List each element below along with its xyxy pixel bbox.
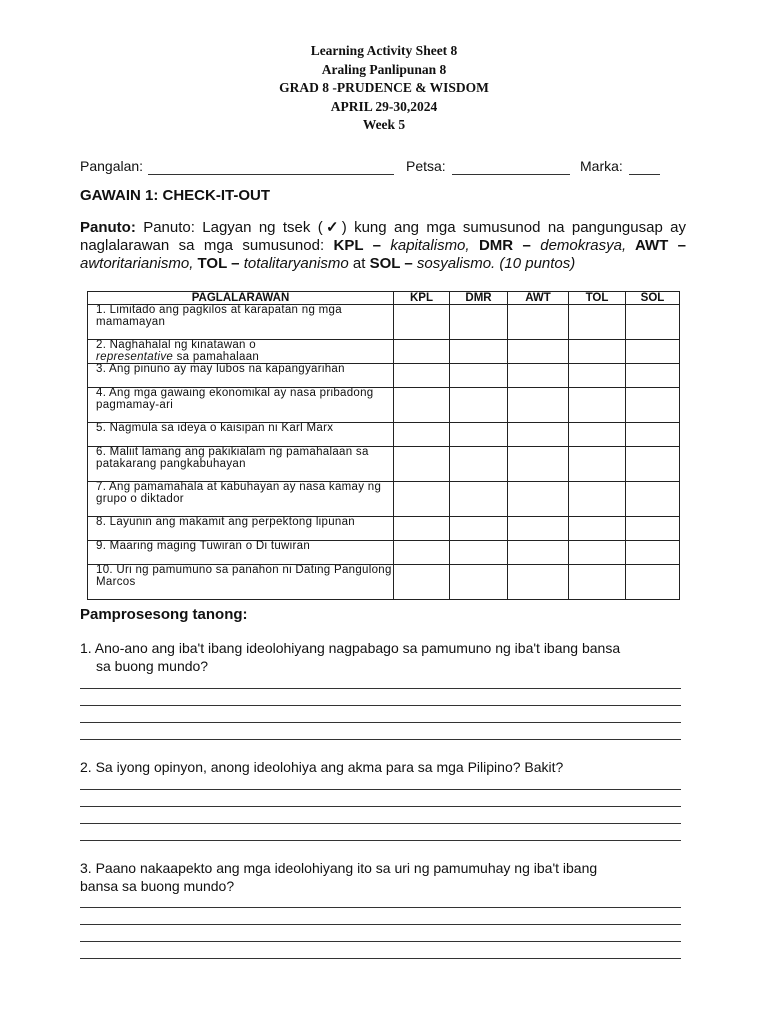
question-1 <box>80 639 684 675</box>
answer-line[interactable] <box>80 806 681 807</box>
instructions <box>80 219 686 273</box>
row-description: 7. Ang pamamahala at kabuhayan ay nasa kamay ng grupo o diktador <box>88 482 394 517</box>
check-cell-tol[interactable] <box>569 541 626 565</box>
question-1-text: 1. Ano-ano ang iba't ibang ideolohiyang nagpabago sa pamumuno ng iba't ibang bansa <box>80 640 621 656</box>
answer-line[interactable] <box>80 739 681 740</box>
table-row <box>88 340 680 364</box>
check-cell-kpl[interactable] <box>394 565 450 600</box>
instructions-text-2: ) kung ang mga sumusunod na pangungusap ay naglalarawan sa mga sumusunod: <box>80 219 687 254</box>
header-subject: Araling Panlipunan 8 <box>321 61 447 77</box>
score-label: Marka: <box>580 158 623 174</box>
answer-line[interactable] <box>80 789 681 790</box>
check-cell-sol[interactable] <box>626 340 680 364</box>
check-mark-icon: ✓ <box>322 219 342 236</box>
col-header-tol: TOL <box>569 292 626 305</box>
check-cell-tol[interactable] <box>569 447 626 482</box>
tol-abbr: TOL <box>193 255 227 272</box>
question-3 <box>80 859 684 895</box>
dash: – <box>513 237 541 254</box>
check-cell-dmr[interactable] <box>450 517 508 541</box>
table-row <box>88 541 680 565</box>
check-cell-awt[interactable] <box>508 447 569 482</box>
name-field[interactable] <box>148 174 394 175</box>
answer-line[interactable] <box>80 924 681 925</box>
question-1-text-cont: sa buong mundo? <box>96 658 209 674</box>
check-cell-awt[interactable] <box>508 423 569 447</box>
question-2 <box>80 758 684 776</box>
kpl-def: kapitalismo, <box>390 237 470 254</box>
question-3-text-cont: bansa sa buong mundo? <box>80 878 235 894</box>
check-cell-awt[interactable] <box>508 482 569 517</box>
conjunction: at <box>348 255 370 272</box>
check-cell-kpl[interactable] <box>394 364 450 388</box>
score-field[interactable] <box>629 174 660 175</box>
row-description: 9. Maaring maging Tuwiran o Di tuwiran <box>88 541 394 565</box>
ideology-check-table <box>87 291 680 600</box>
check-cell-sol[interactable] <box>626 388 680 423</box>
check-cell-kpl[interactable] <box>394 541 450 565</box>
col-header-description: PAGLALARAWAN <box>88 292 394 305</box>
row-description-text: 2. Naghahalal ng kinatawan o <box>96 339 256 351</box>
check-cell-sol[interactable] <box>626 517 680 541</box>
table-row <box>88 447 680 482</box>
row-description-italic: representative <box>96 350 174 363</box>
row-description <box>88 340 394 364</box>
dash: – <box>668 237 687 254</box>
row-description: 10. Uri ng pamumuno sa panahon ni Dating Pangulong Marcos <box>88 565 394 600</box>
check-cell-dmr[interactable] <box>450 423 508 447</box>
table-header-row <box>88 292 680 305</box>
student-info-row <box>80 158 680 178</box>
check-cell-dmr[interactable] <box>450 340 508 364</box>
instructions-text: Panuto: Lagyan ng tsek ( <box>135 219 323 236</box>
check-cell-kpl[interactable] <box>394 517 450 541</box>
check-cell-kpl[interactable] <box>394 388 450 423</box>
table-row <box>88 364 680 388</box>
check-cell-tol[interactable] <box>569 517 626 541</box>
answer-line[interactable] <box>80 840 681 841</box>
header-title: Learning Activity Sheet 8 <box>310 43 458 58</box>
header-section: GRAD 8 -PRUDENCE & WISDOM <box>279 80 489 95</box>
sol-abbr: SOL <box>369 255 401 272</box>
dash: – <box>400 255 417 272</box>
question-2-text: 2. Sa iyong opinyon, anong ideolohiya ang akma para sa mga Pilipino? Bakit? <box>80 759 564 775</box>
check-cell-awt[interactable] <box>508 364 569 388</box>
check-cell-sol[interactable] <box>626 305 680 340</box>
row-description: 6. Maliit lamang ang pakikialam ng pamahalaan sa patakarang pangkabuhayan <box>88 447 394 482</box>
dash: – <box>363 237 391 254</box>
answer-line[interactable] <box>80 941 681 942</box>
kpl-abbr: KPL <box>333 237 364 254</box>
check-cell-awt[interactable] <box>508 565 569 600</box>
answer-line[interactable] <box>80 722 681 723</box>
check-cell-tol[interactable] <box>569 482 626 517</box>
answer-line[interactable] <box>80 688 681 689</box>
check-cell-dmr[interactable] <box>450 482 508 517</box>
table-row <box>88 423 680 447</box>
dmr-def: demokrasya, <box>540 237 627 254</box>
check-cell-sol[interactable] <box>626 541 680 565</box>
check-cell-sol[interactable] <box>626 364 680 388</box>
row-description: 1. Limitado ang pagkilos at karapatan ng mga mamamayan <box>88 305 394 340</box>
check-cell-awt[interactable] <box>508 517 569 541</box>
col-header-kpl: KPL <box>394 292 450 305</box>
row-description: 4. Ang mga gawaing ekonomikal ay nasa pribadong pagmamay-ari <box>88 388 394 423</box>
header-date: APRIL 29-30,2024 <box>330 98 438 114</box>
answer-line[interactable] <box>80 958 681 959</box>
check-cell-sol[interactable] <box>626 482 680 517</box>
check-cell-tol[interactable] <box>569 388 626 423</box>
instructions-label: Panuto: <box>80 219 136 236</box>
check-cell-dmr[interactable] <box>450 447 508 482</box>
check-cell-awt[interactable] <box>508 541 569 565</box>
date-label: Petsa: <box>406 158 446 174</box>
row-description-rest: sa pamahalaan <box>173 350 260 363</box>
header-week: Week 5 <box>362 117 406 132</box>
check-cell-awt[interactable] <box>508 388 569 423</box>
check-cell-dmr[interactable] <box>450 565 508 600</box>
document-header <box>0 42 768 135</box>
tol-def: totalitaryanismo <box>243 255 349 272</box>
check-cell-kpl[interactable] <box>394 340 450 364</box>
check-cell-dmr[interactable] <box>450 305 508 340</box>
answer-line[interactable] <box>80 907 681 908</box>
check-cell-tol[interactable] <box>569 423 626 447</box>
name-label: Pangalan: <box>80 158 144 174</box>
check-cell-sol[interactable] <box>626 447 680 482</box>
col-header-awt: AWT <box>508 292 569 305</box>
check-cell-dmr[interactable] <box>450 364 508 388</box>
check-cell-kpl[interactable] <box>394 305 450 340</box>
awt-abbr: AWT <box>626 237 669 254</box>
check-cell-tol[interactable] <box>569 565 626 600</box>
check-cell-kpl[interactable] <box>394 482 450 517</box>
row-description: 5. Nagmula sa ideya o kaisipan ni Karl Marx <box>88 423 394 447</box>
check-cell-tol[interactable] <box>569 305 626 340</box>
check-cell-tol[interactable] <box>569 340 626 364</box>
table-row <box>88 305 680 340</box>
col-header-dmr: DMR <box>450 292 508 305</box>
row-description: 3. Ang pinuno ay may lubos na kapangyarihan <box>88 364 394 388</box>
question-3-text: 3. Paano nakaapekto ang mga ideolohiyang ito sa uri ng pamumuhay ng iba't ibang <box>80 860 598 876</box>
dash: – <box>227 255 244 272</box>
questions-title: Pamprosesong tanong: <box>80 606 248 623</box>
answer-line[interactable] <box>80 705 681 706</box>
table-row <box>88 482 680 517</box>
check-cell-kpl[interactable] <box>394 447 450 482</box>
date-field[interactable] <box>452 174 570 175</box>
activity-title: GAWAIN 1: CHECK-IT-OUT <box>80 187 270 204</box>
table-row <box>88 388 680 423</box>
sol-def: sosyalismo. (10 puntos) <box>416 255 576 272</box>
awt-def: awtoritarianismo, <box>80 255 194 272</box>
check-cell-sol[interactable] <box>626 565 680 600</box>
table-row <box>88 517 680 541</box>
check-cell-awt[interactable] <box>508 305 569 340</box>
col-header-sol: SOL <box>626 292 680 305</box>
check-cell-awt[interactable] <box>508 340 569 364</box>
dmr-abbr: DMR <box>469 237 514 254</box>
check-cell-tol[interactable] <box>569 364 626 388</box>
answer-line[interactable] <box>80 823 681 824</box>
check-cell-dmr[interactable] <box>450 388 508 423</box>
check-cell-kpl[interactable] <box>394 423 450 447</box>
table-row <box>88 565 680 600</box>
check-cell-dmr[interactable] <box>450 541 508 565</box>
row-description: 8. Layunin ang makamit ang perpektong lipunan <box>88 517 394 541</box>
check-cell-sol[interactable] <box>626 423 680 447</box>
